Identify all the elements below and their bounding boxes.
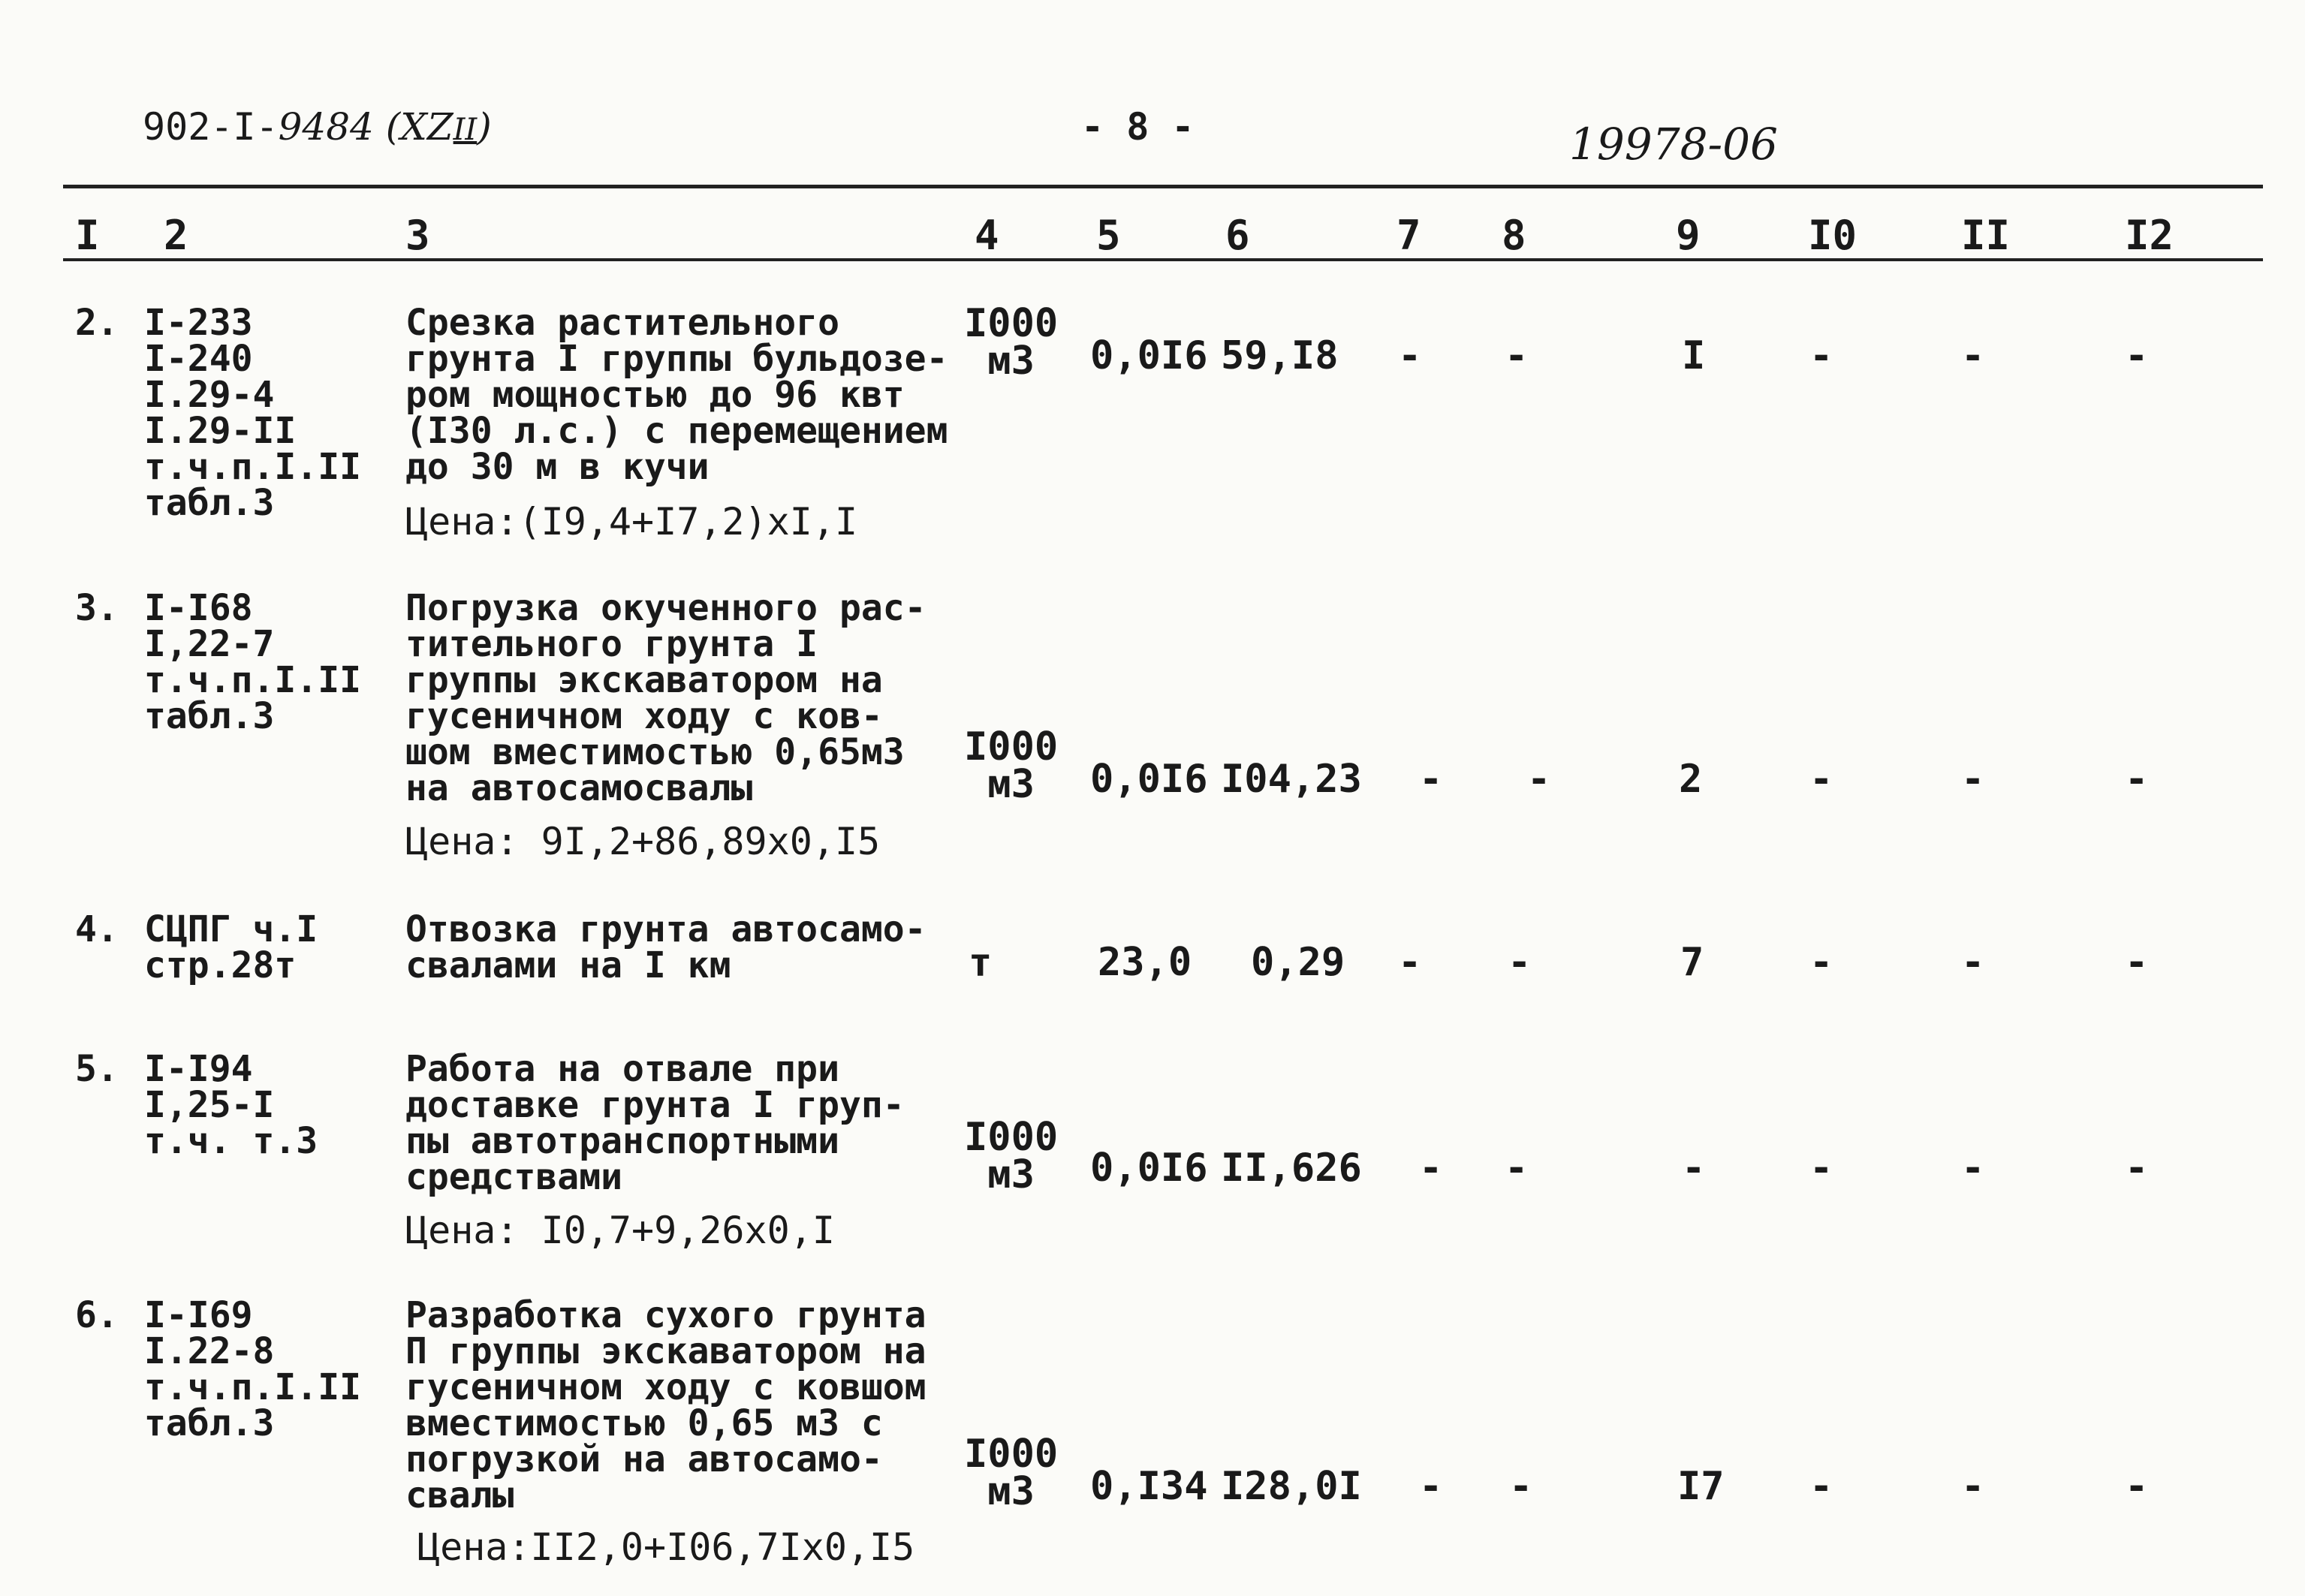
norm-codes: I-I69 I.22-8 т.ч.п.I.II табл.3 — [144, 1294, 361, 1444]
col8-value: - — [1527, 757, 1551, 802]
norm-codes: I-233 I-240 I.29-4 I.29-II т.ч.п.I.II табл.3 — [144, 302, 361, 524]
col10-value: - — [1809, 940, 1833, 985]
column-number-2: 2 — [164, 212, 188, 259]
col10-value: - — [1809, 1146, 1833, 1191]
column-number-7: 7 — [1397, 212, 1421, 259]
column-number-8: 8 — [1502, 212, 1526, 259]
document-code-printed: 902-I- — [143, 105, 279, 149]
price-formula: Цена:II2,0+I06,7Ix0,I5 — [417, 1525, 915, 1569]
document-code — [143, 105, 492, 149]
col7-value: - — [1398, 940, 1422, 985]
col9-value: - — [1682, 1146, 1706, 1191]
row-number: 6. — [75, 1294, 119, 1336]
col8-value: - — [1508, 940, 1532, 985]
unit: I000 м3 — [964, 1432, 1059, 1514]
table-top-rule — [63, 185, 2263, 188]
col10-value: - — [1809, 333, 1833, 378]
column-number-12: I2 — [2125, 212, 2174, 259]
col11-value: - — [1961, 1146, 1985, 1191]
reference-number: 19978-06 — [1569, 119, 1778, 170]
norm-codes: I-I68 I,22-7 т.ч.п.I.II табл.3 — [144, 587, 361, 737]
work-description: Работа на отвале при доставке грунта I груп- пы автотранспортными средствами — [405, 1048, 905, 1198]
column-number-9: 9 — [1676, 212, 1701, 259]
col8-value: - — [1505, 1146, 1529, 1191]
col6-value: I28,0I — [1221, 1464, 1362, 1509]
row-number: 5. — [75, 1048, 119, 1090]
column-number-3: 3 — [405, 212, 430, 259]
norm-codes: I-I94 I,25-I т.ч. т.3 — [144, 1048, 318, 1162]
document-code-handwritten-sub: II — [453, 113, 478, 147]
table-header-rule — [63, 258, 2263, 261]
col5-value: 0,0I6 — [1090, 333, 1208, 378]
col7-value: - — [1398, 333, 1422, 378]
col11-value: - — [1961, 757, 1985, 802]
price-formula: Цена:(I9,4+I7,2)xI,I — [405, 500, 858, 544]
column-number-4: 4 — [975, 212, 999, 259]
col11-value: - — [1961, 1464, 1985, 1509]
col11-value: - — [1961, 333, 1985, 378]
col6-value: 0,29 — [1251, 940, 1345, 985]
col7-value: - — [1419, 1146, 1443, 1191]
unit: I000 м3 — [964, 724, 1059, 807]
unit: I000 м3 — [964, 301, 1059, 384]
col12-value: - — [2125, 757, 2149, 802]
col12-value: - — [2125, 1146, 2149, 1191]
col12-value: - — [2125, 1464, 2149, 1509]
col9-value: I — [1682, 333, 1706, 378]
col8-value: - — [1509, 1464, 1533, 1509]
unit: т — [969, 941, 993, 986]
column-number-6: 6 — [1225, 212, 1250, 259]
col6-value: I04,23 — [1221, 757, 1362, 802]
column-number-11: II — [1961, 212, 2011, 259]
document-code-close: ) — [477, 105, 492, 149]
col5-value: 0,I34 — [1090, 1464, 1208, 1509]
col12-value: - — [2125, 940, 2149, 985]
norm-codes: СЦПГ ч.I стр.28т — [144, 908, 318, 986]
col12-value: - — [2125, 333, 2149, 378]
unit: I000 м3 — [964, 1115, 1059, 1197]
col10-value: - — [1809, 757, 1833, 802]
work-description: Разработка сухого грунта П группы экскаватором на гусеничном ходу с ковшом вместимостью 0,65 м3 с погрузкой на автосамо- свалы — [405, 1294, 927, 1516]
row-number: 2. — [75, 302, 119, 344]
work-description: Погрузка окученного рас- тительного грунта I группы экскаватором на гусеничном ходу с ков- шом вместимостью 0,65м3 на автосамосвалы — [405, 587, 927, 809]
col6-value: 59,I8 — [1221, 333, 1339, 378]
col5-value: 0,0I6 — [1090, 1146, 1208, 1191]
column-number-1: I — [75, 212, 100, 259]
col6-value: II,626 — [1221, 1146, 1362, 1191]
col10-value: - — [1809, 1464, 1833, 1509]
price-formula: Цена: 9I,2+86,89x0,I5 — [405, 820, 881, 863]
col5-value: 0,0I6 — [1090, 757, 1208, 802]
row-number: 3. — [75, 587, 119, 629]
price-formula: Цена: I0,7+9,26x0,I — [405, 1209, 835, 1252]
col11-value: - — [1961, 940, 1985, 985]
document-code-handwritten: 9484 (XZ — [278, 105, 453, 149]
column-number-10: I0 — [1808, 212, 1858, 259]
col7-value: - — [1419, 1464, 1443, 1509]
col7-value: - — [1419, 757, 1443, 802]
col8-value: - — [1505, 333, 1529, 378]
col5-value: 23,0 — [1098, 940, 1192, 985]
row-number: 4. — [75, 908, 119, 950]
work-description: Срезка растительного грунта I группы бульдозе- ром мощностью до 96 квт (I30 л.с.) с перемещением до 30 м в кучи — [405, 302, 948, 488]
page-number: - 8 - — [1081, 105, 1195, 149]
col9-value: 7 — [1680, 940, 1704, 985]
col9-value: 2 — [1679, 757, 1703, 802]
col9-value: I7 — [1677, 1464, 1725, 1509]
work-description: Отвозка грунта автосамо- свалами на I км — [405, 908, 927, 986]
column-number-5: 5 — [1096, 212, 1121, 259]
